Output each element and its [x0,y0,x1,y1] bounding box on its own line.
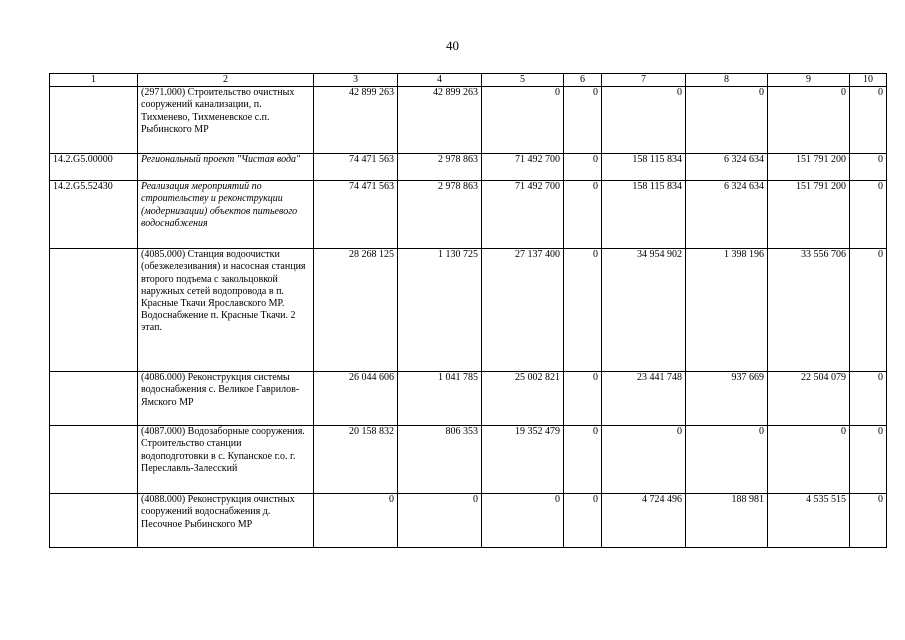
cell-col7: 0 [602,87,686,154]
cell-col3: 42 899 263 [314,87,398,154]
column-header: 9 [768,74,850,87]
row-code: 14.2.G5.52430 [50,181,138,249]
cell-col3: 26 044 606 [314,372,398,426]
cell-col10: 0 [850,426,887,494]
cell-col5: 0 [482,87,564,154]
table-row [50,87,887,154]
cell-col3: 0 [314,494,398,548]
cell-col7: 34 954 902 [602,249,686,372]
table-row [50,494,887,548]
cell-col6: 0 [564,426,602,494]
row-code [50,426,138,494]
cell-col4: 1 041 785 [398,372,482,426]
row-name: (4085.000) Станция водоочистки (обезжелезивания) и насосная станция второго подъема с закольцовкой наружных сетей водопровода в п. Красные Ткачи Ярославского МР. Водоснабжение п. Красные Ткачи. 2 этап. [138,249,314,372]
cell-col9: 4 535 515 [768,494,850,548]
cell-col6: 0 [564,249,602,372]
row-code: 14.2.G5.00000 [50,154,138,181]
cell-col9: 0 [768,426,850,494]
cell-col8: 0 [686,426,768,494]
cell-col4: 2 978 863 [398,154,482,181]
table-row [50,426,887,494]
cell-col5: 71 492 700 [482,154,564,181]
cell-col10: 0 [850,494,887,548]
cell-col5: 71 492 700 [482,181,564,249]
cell-col6: 0 [564,494,602,548]
cell-col9: 151 791 200 [768,181,850,249]
cell-col7: 23 441 748 [602,372,686,426]
cell-col7: 158 115 834 [602,181,686,249]
page-number: 40 [446,38,459,53]
table-row [50,372,887,426]
row-code [50,494,138,548]
column-header: 1 [50,74,138,87]
cell-col7: 4 724 496 [602,494,686,548]
column-header: 8 [686,74,768,87]
row-code [50,249,138,372]
cell-col6: 0 [564,372,602,426]
cell-col9: 151 791 200 [768,154,850,181]
cell-col10: 0 [850,372,887,426]
cell-col7: 0 [602,426,686,494]
budget-table [49,73,887,548]
row-name: Региональный проект "Чистая вода" [138,154,314,181]
cell-col8: 937 669 [686,372,768,426]
cell-col10: 0 [850,181,887,249]
cell-col8: 6 324 634 [686,154,768,181]
column-header: 5 [482,74,564,87]
cell-col4: 42 899 263 [398,87,482,154]
column-header: 6 [564,74,602,87]
cell-col4: 1 130 725 [398,249,482,372]
cell-col5: 19 352 479 [482,426,564,494]
cell-col8: 188 981 [686,494,768,548]
cell-col7: 158 115 834 [602,154,686,181]
row-code [50,87,138,154]
cell-col6: 0 [564,181,602,249]
cell-col10: 0 [850,249,887,372]
cell-col10: 0 [850,87,887,154]
cell-col3: 20 158 832 [314,426,398,494]
cell-col8: 1 398 196 [686,249,768,372]
header-row [50,74,887,87]
cell-col9: 0 [768,87,850,154]
row-code [50,372,138,426]
cell-col6: 0 [564,87,602,154]
cell-col4: 0 [398,494,482,548]
column-header: 3 [314,74,398,87]
cell-col9: 33 556 706 [768,249,850,372]
column-header: 2 [138,74,314,87]
table-row [50,249,887,372]
cell-col3: 28 268 125 [314,249,398,372]
table-row [50,181,887,249]
row-name: (4086.000) Реконструкция системы водоснабжения с. Великое Гаврилов-Ямского МР [138,372,314,426]
cell-col6: 0 [564,154,602,181]
cell-col5: 0 [482,494,564,548]
cell-col10: 0 [850,154,887,181]
row-name: Реализация мероприятий по строительству и реконструкции (модернизации) объектов питьевого водоснабжения [138,181,314,249]
cell-col8: 0 [686,87,768,154]
cell-col8: 6 324 634 [686,181,768,249]
cell-col5: 27 137 400 [482,249,564,372]
cell-col3: 74 471 563 [314,181,398,249]
cell-col9: 22 504 079 [768,372,850,426]
column-header: 10 [850,74,887,87]
cell-col3: 74 471 563 [314,154,398,181]
row-name: (4087.000) Водозаборные сооружения. Строительство станции водоподготовки в с. Купанское г.о. г. Переславль-Залесский [138,426,314,494]
row-name: (2971.000) Строительство очистных сооружений канализации, п. Тихменево, Тихменевское с.п. Рыбинского МР [138,87,314,154]
column-header: 4 [398,74,482,87]
cell-col4: 2 978 863 [398,181,482,249]
row-name: (4088.000) Реконструкция очистных сооружений водоснабжения д. Песочное Рыбинского МР [138,494,314,548]
cell-col4: 806 353 [398,426,482,494]
table-row [50,154,887,181]
cell-col5: 25 002 821 [482,372,564,426]
column-header: 7 [602,74,686,87]
